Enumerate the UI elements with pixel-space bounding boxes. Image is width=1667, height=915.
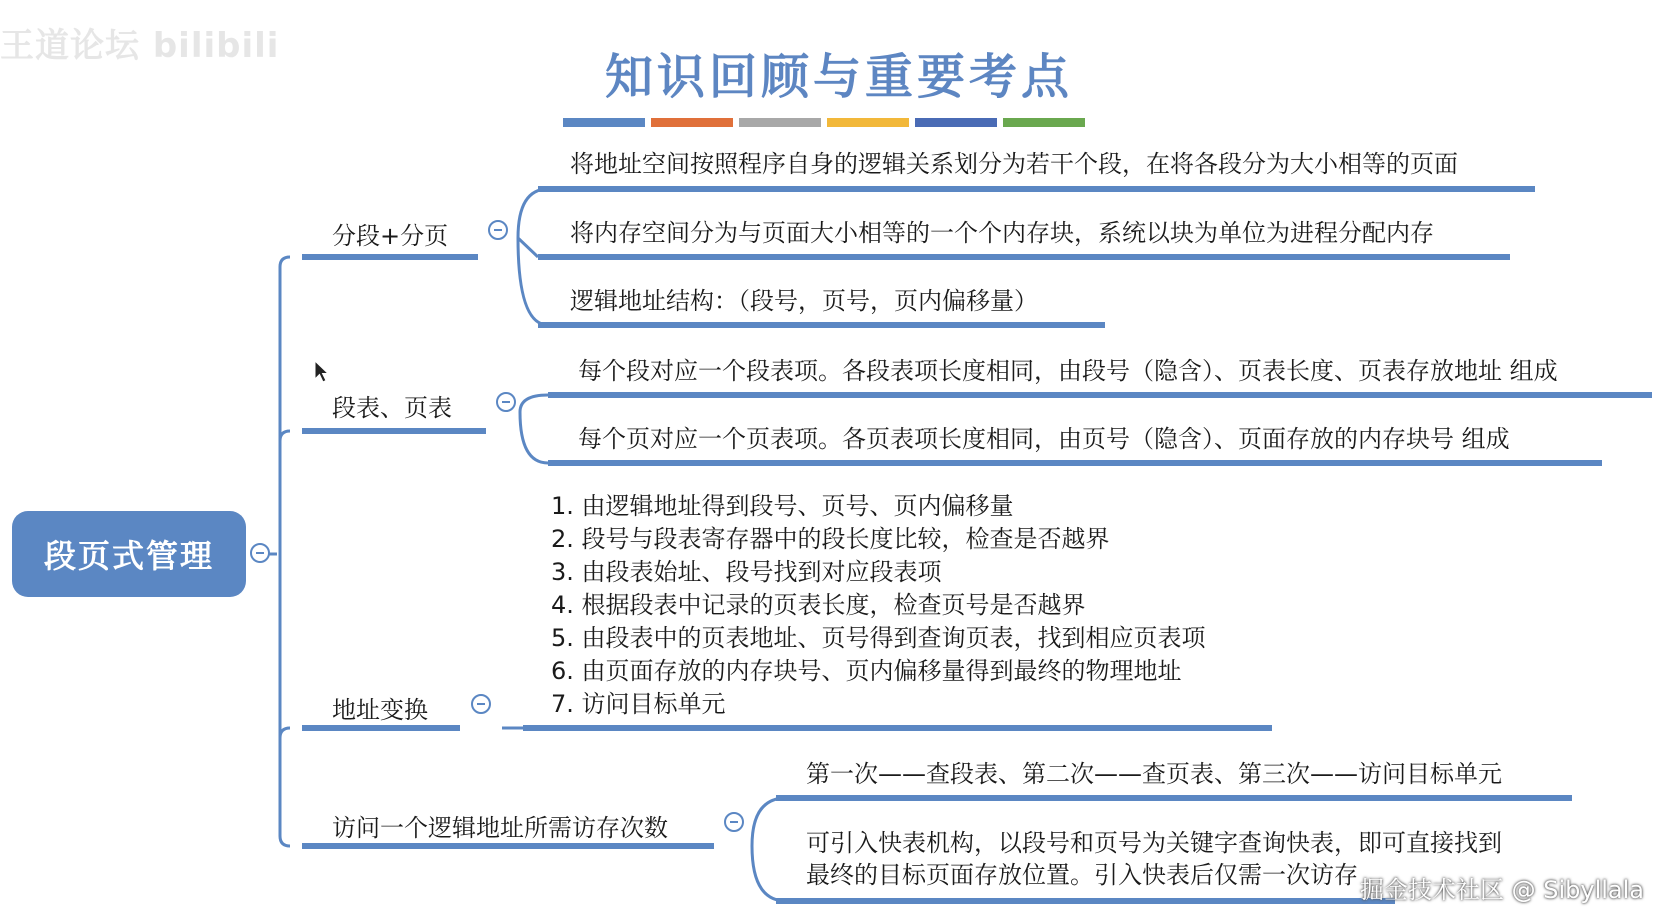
trunk-to-b3 [280,728,290,738]
trunk-to-b2 [280,431,290,441]
b1-leaf-1: 将地址空间按照程序自身的逻辑关系划分为若干个段，在将各段分为大小相等的页面 [570,150,1458,178]
b4-fan [752,798,786,901]
step-item: 3. 由段表始址、段号找到对应段表项 [551,558,942,586]
b4-leaf-2b: 最终的目标页面存放位置。引入快表后仅需一次访存 [806,861,1358,889]
step-item: 7. 访问目标单元 [551,690,726,718]
root-node[interactable]: 段页式管理 [12,511,246,597]
b2-leaf-2: 每个页对应一个页表项。各页表项长度相同，由页号（隐含）、页面存放的内存块号 组成 [578,425,1510,453]
trunk-vertical [280,257,290,846]
branch-memory-access-count[interactable]: 访问一个逻辑地址所需访存次数 [332,814,668,842]
b4-leaf-2a: 可引入快表机构，以段号和页号为关键字查询快表，即可直接找到 [806,829,1502,857]
b1-leaf-2: 将内存空间分为与页面大小相等的一个个内存块，系统以块为单位为进程分配内存 [570,219,1434,247]
b2-leaf-1: 每个段对应一个段表项。各段表项长度相同，由段号（隐含）、页表长度、页表存放地址 组成 [578,357,1558,385]
b2-collapse-icon[interactable] [496,392,516,412]
watermark-logo: 王道论坛 bilibili [0,26,280,66]
step-item: 5. 由段表中的页表地址、页号得到查询页表，找到相应页表项 [551,624,1206,652]
step-item: 4. 根据段表中记录的页表长度，检查页号是否越界 [551,591,1086,619]
branch-address-translation[interactable]: 地址变换 [332,696,428,724]
root-collapse-icon[interactable] [250,543,270,563]
credit-watermark: 掘金技术社区 @ Sibyllala [1360,876,1645,904]
b4-leaf-1: 第一次——查段表、第二次——查页表、第三次——访问目标单元 [806,760,1502,788]
b1-collapse-icon[interactable] [488,220,508,240]
b1-leaf-3: 逻辑地址结构：（段号，页号，页内偏移量） [570,287,1038,315]
page-title: 知识回顾与重要考点 [605,49,1074,105]
address-translation-steps [551,490,1206,721]
step-item: 1. 由逻辑地址得到段号、页号、页内偏移量 [551,492,1014,520]
b4-collapse-icon[interactable] [724,812,744,832]
branch-segment-paging[interactable]: 分段+分页 [332,222,449,250]
step-item: 6. 由页面存放的内存块号、页内偏移量得到最终的物理地址 [551,657,1182,685]
step-item: 2. 段号与段表寄存器中的段长度比较，检查是否越界 [551,525,1110,553]
b2-fan [520,395,548,463]
b3-collapse-icon[interactable] [471,694,491,714]
branch-segment-page-tables[interactable]: 段表、页表 [332,394,452,422]
mouse-cursor-icon [314,360,330,384]
